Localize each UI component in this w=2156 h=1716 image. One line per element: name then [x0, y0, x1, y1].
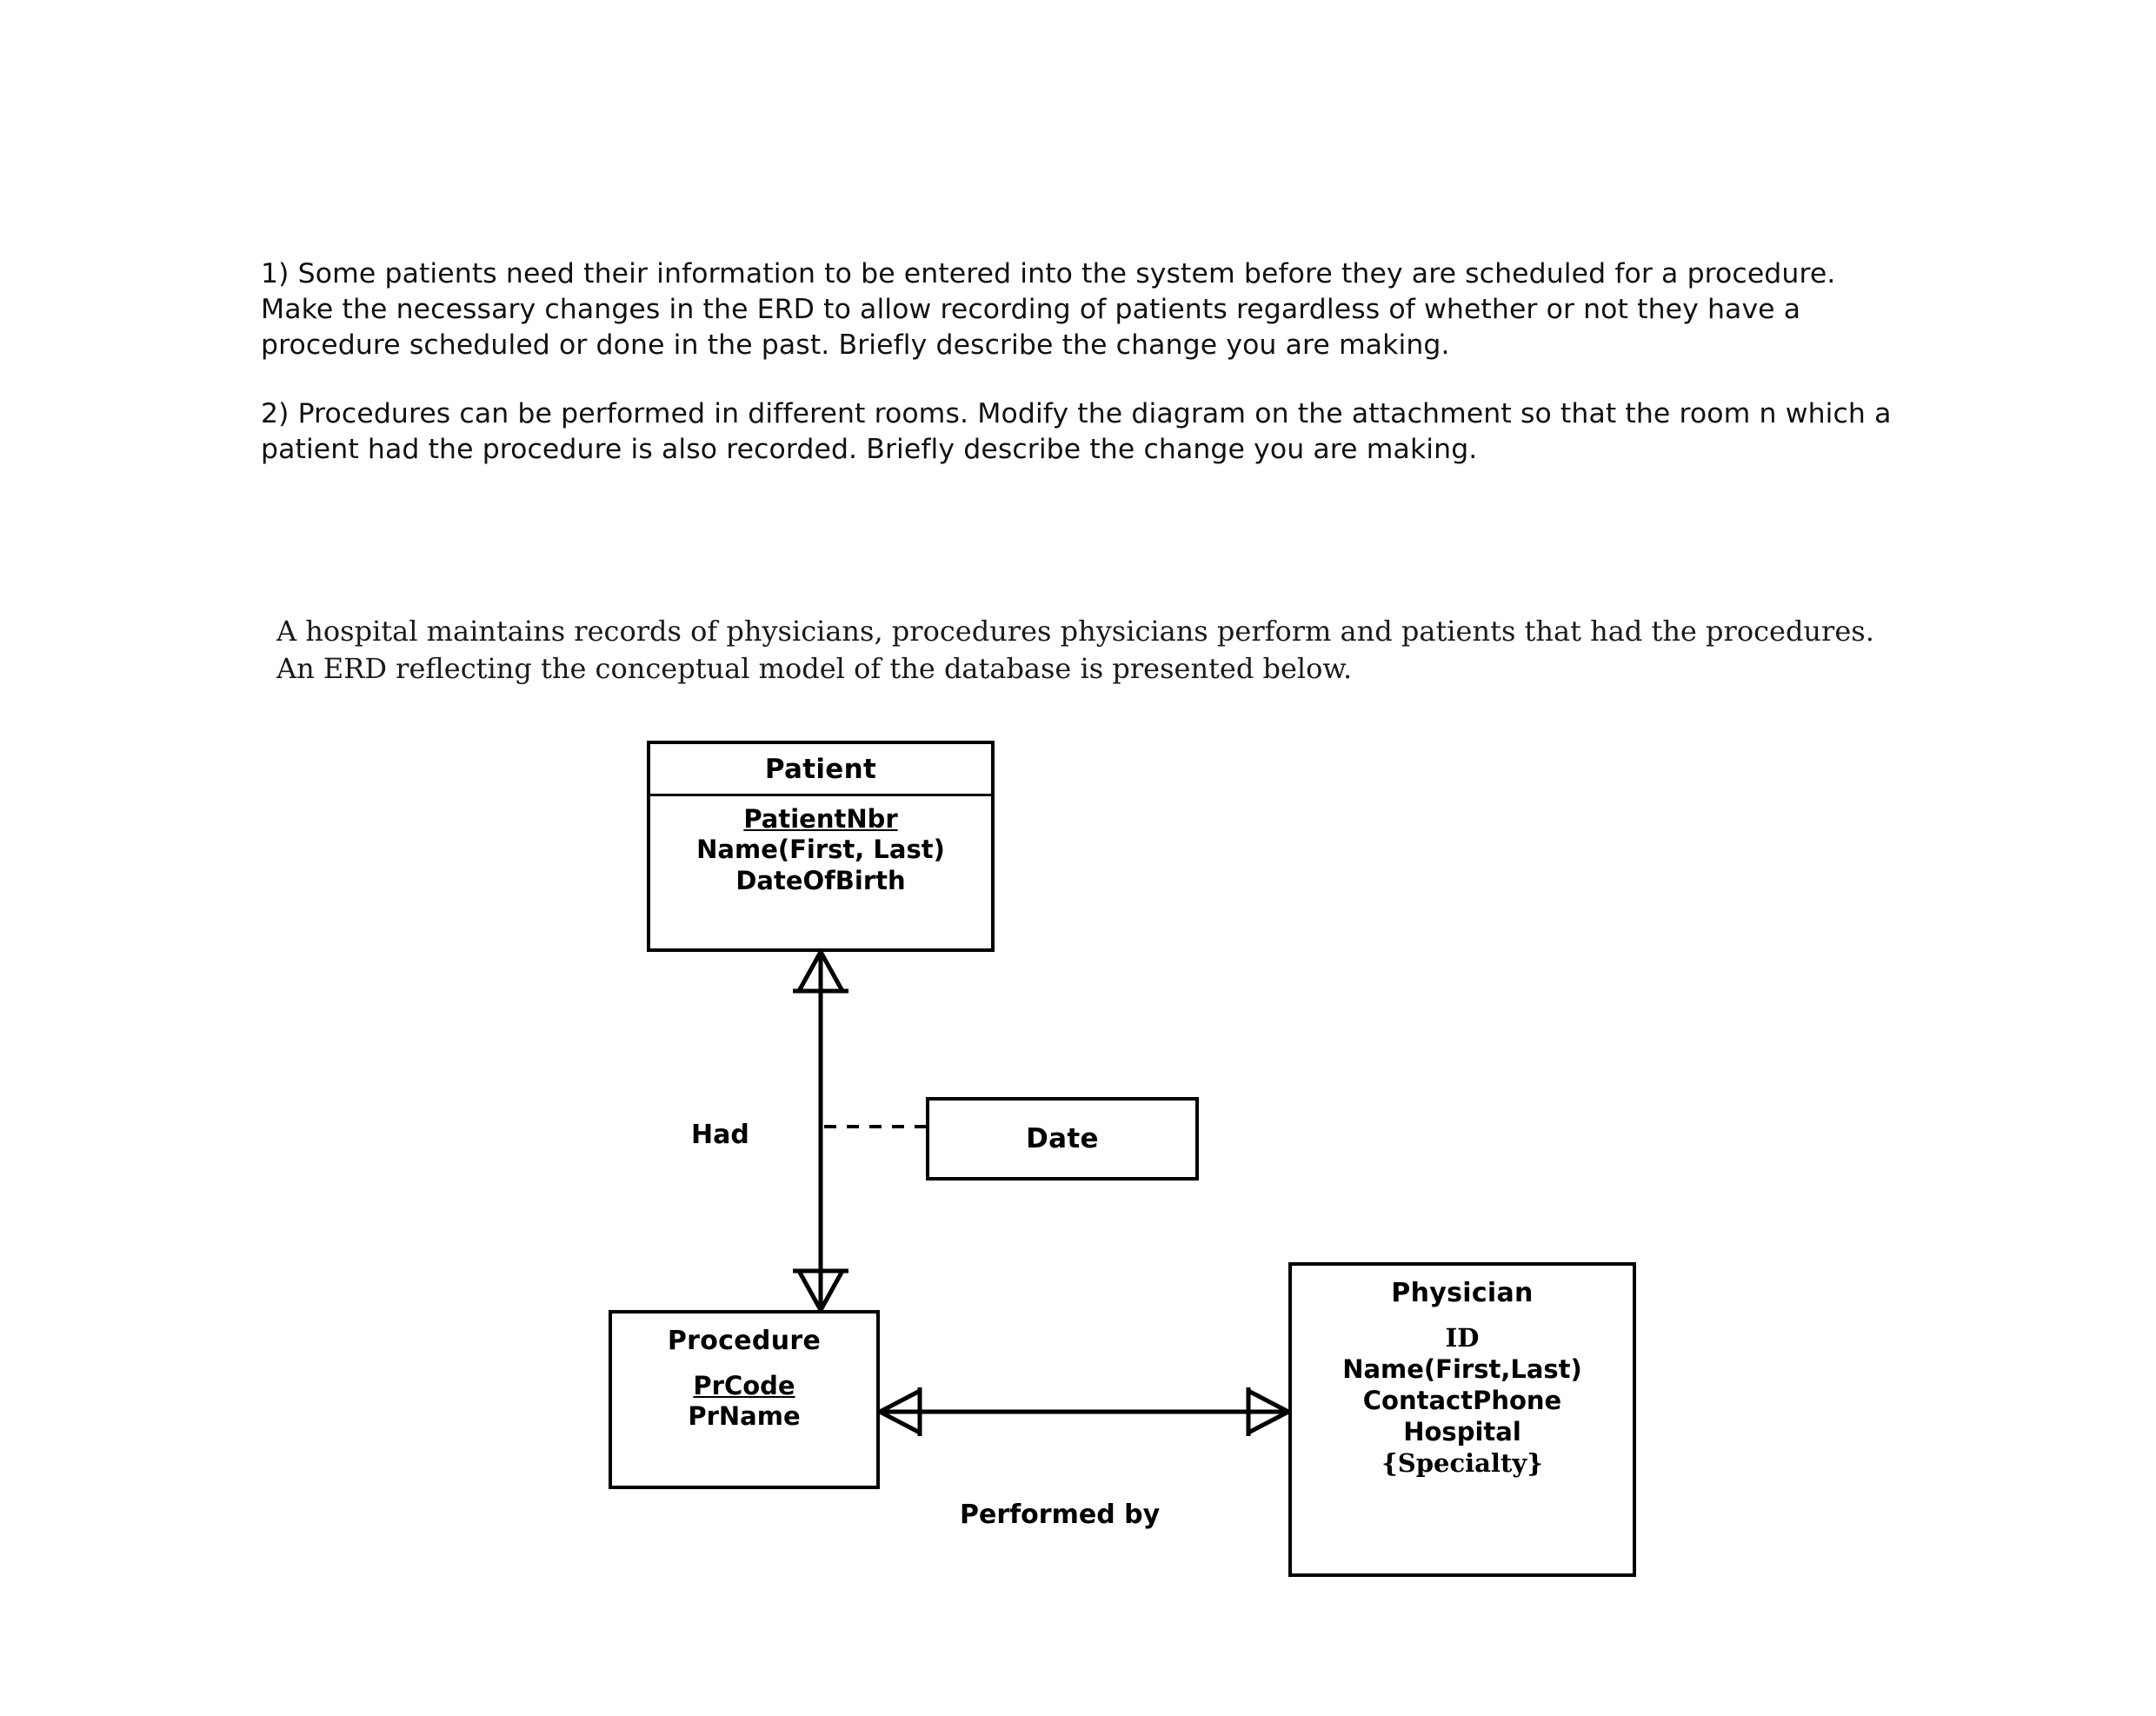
entity-physician-title: Physician — [1391, 1278, 1534, 1308]
attribute-dateofbirth: DateOfBirth — [735, 865, 906, 895]
attribute-contactphone: ContactPhone — [1362, 1385, 1562, 1415]
entity-physician[interactable] — [1288, 1262, 1636, 1577]
question-1: 1) Some patients need their information to be entered into the system before they are scheduled for a procedure. Make the necessary changes in the ERD to allow recording of patients regardless of whether or not they have a procedure scheduled or done in the past. Briefly describe the change you are making. — [261, 258, 1836, 361]
question-2: 2) Procedures can be performed in different rooms. Modify the diagram on the attachment so that the room n which a patient had the procedure is also recorded. Briefly describe the change you are making. — [261, 397, 1892, 465]
entity-patient-attributes — [650, 796, 991, 907]
erd-diagram — [0, 722, 2156, 1634]
attribute-physician-name: Name(First,Last) — [1342, 1354, 1582, 1384]
relationship-label-performed-by: Performed by — [960, 1500, 1161, 1530]
scenario-intro: A hospital maintains records of physicians, procedures physicians perform and patients that had the procedures. An ERD reflecting the conceptual model of the database is presented below. — [276, 615, 1874, 685]
entity-procedure-title: Procedure — [667, 1326, 822, 1356]
entity-patient-title: Patient — [764, 754, 877, 785]
attribute-patient-name: Name(First, Last) — [696, 835, 945, 865]
attribute-prname: PrName — [688, 1401, 801, 1432]
attribute-specialty: {Specialty} — [1381, 1447, 1543, 1478]
attribute-date-label: Date — [1026, 1123, 1099, 1154]
attribute-physician-id: ID — [1445, 1323, 1480, 1353]
attribute-box-date[interactable] — [926, 1097, 1199, 1181]
entity-patient[interactable] — [647, 741, 995, 952]
questions-block — [261, 256, 1904, 501]
attribute-prcode: PrCode — [693, 1371, 795, 1400]
entity-procedure-attributes — [612, 1363, 876, 1443]
relationship-label-had: Had — [691, 1120, 749, 1150]
entity-procedure[interactable] — [609, 1310, 880, 1489]
attribute-hospital: Hospital — [1403, 1416, 1521, 1447]
attribute-patientnbr: PatientNbr — [743, 804, 898, 834]
entity-physician-attributes — [1292, 1316, 1633, 1490]
